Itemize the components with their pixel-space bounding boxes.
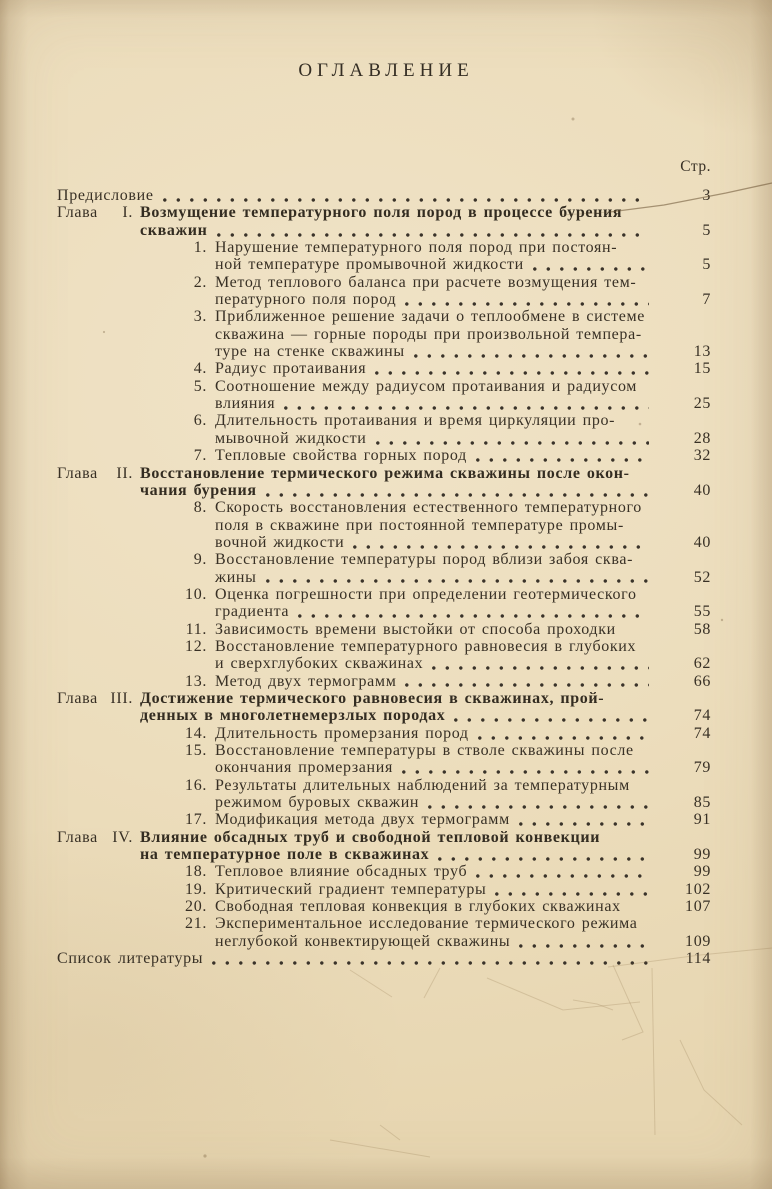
dot-leader [454, 707, 649, 724]
toc-line [57, 360, 711, 377]
toc-line [57, 291, 711, 308]
chapter-title-text: Возмущение температурного поля пород в процессе бурения [140, 204, 623, 222]
page-number: 13 [693, 343, 711, 361]
leader-space [615, 412, 711, 429]
page-number: 74 [693, 707, 711, 725]
item-number: 9. [193, 551, 207, 569]
dot-leader [495, 881, 649, 898]
entry-text: режимом буровых скважин [215, 794, 420, 812]
toc-line [57, 621, 711, 638]
item-text: Метод теплового баланса при расчете возмущения тем- [215, 273, 637, 291]
toc-line [57, 777, 711, 794]
chapter-title-continuation: чания бурения [140, 481, 257, 499]
toc-line [57, 482, 711, 499]
page-number: 85 [693, 794, 711, 812]
item-number: 7. [193, 447, 207, 465]
leader-space [630, 465, 711, 482]
toc-line [57, 673, 711, 690]
toc-line [57, 256, 711, 273]
dot-leader [476, 447, 649, 464]
page-number: 66 [693, 672, 711, 690]
chapter-title-continuation: скважин [140, 221, 208, 239]
item-number: 20. [185, 898, 207, 916]
dot-leader [266, 482, 649, 499]
item-text: Восстановление температуры в стволе скважины после [215, 742, 634, 759]
toc-line [57, 204, 711, 221]
item-number: 3. [193, 308, 207, 326]
leader-space [617, 239, 711, 256]
dot-leader [284, 395, 649, 412]
toc-line [57, 638, 711, 655]
toc-line [57, 534, 711, 551]
page-number: 52 [693, 568, 711, 586]
leader-space [604, 690, 711, 707]
item-number: 5. [193, 377, 207, 395]
toc-line [57, 829, 711, 846]
chapter-numeral: II. [116, 464, 133, 482]
entry-text: ной температуре промывочной жидкости [215, 256, 524, 274]
toc-line [57, 725, 711, 742]
leader-space [600, 829, 711, 846]
dot-leader [212, 950, 649, 967]
item-text: Модификация метода двух термограмм [215, 811, 510, 829]
entry-text: и сверхглубоких скважинах [215, 655, 424, 673]
leader-space [637, 378, 711, 395]
chapter-word: Глава [57, 689, 98, 707]
leader-space [622, 204, 711, 221]
item-number: 12. [185, 637, 207, 655]
entry-text: неглубокой конвектирующей скважины [215, 932, 511, 950]
leader-space [630, 777, 711, 794]
page-number: 99 [693, 863, 711, 881]
toc-line [57, 569, 711, 586]
chapter-numeral: I. [122, 204, 133, 222]
toc-line [57, 430, 711, 447]
leader-space [642, 326, 711, 343]
dot-leader [414, 343, 649, 360]
page-number: 107 [685, 898, 711, 916]
page-number: 40 [693, 533, 711, 551]
dot-leader [376, 430, 649, 447]
dot-leader [533, 256, 649, 273]
dot-leader [298, 603, 649, 620]
page-number: 109 [685, 932, 711, 950]
item-text: Метод двух термограмм [215, 672, 397, 690]
entry-text: Список литературы [57, 950, 204, 968]
chapter-title-text: Достижение термического равновесия в скважинах, прой- [140, 689, 605, 707]
page-number: 62 [693, 655, 711, 673]
page-number: 114 [685, 950, 711, 968]
entry-text: туре на стенке скважины [215, 343, 405, 361]
toc-line [57, 933, 711, 950]
leader-space [624, 517, 711, 534]
toc-line [57, 308, 711, 325]
page-number: 74 [693, 724, 711, 742]
item-number: 11. [185, 620, 207, 638]
page-number: 91 [693, 811, 711, 829]
item-text: Зависимость времени выстойки от способа проходки [215, 620, 616, 638]
toc-line [57, 759, 711, 776]
page-number: 3 [702, 187, 711, 204]
item-text: Нарушение температурного поля пород при постоян- [215, 239, 618, 257]
entry-text: жины [215, 568, 257, 586]
dot-leader [428, 794, 649, 811]
dot-leader [402, 759, 649, 776]
item-text: Свободная тепловая конвекция в глубоких скважинах [215, 898, 621, 916]
toc-line [57, 326, 711, 343]
chapter-word: Глава [57, 204, 98, 222]
entry-text: Предисловие [57, 187, 154, 204]
page-number: 28 [693, 429, 711, 447]
page-number: 79 [693, 759, 711, 777]
chapter-title-text: Восстановление термического режима скважины после окон- [140, 464, 630, 482]
page-number: 32 [693, 447, 711, 465]
page-number: 5 [702, 221, 711, 239]
toc-line [57, 707, 711, 724]
item-text: Тепловые свойства горных пород [215, 447, 467, 465]
chapter-title-continuation: денных в многолетнемерзлых породах [140, 707, 446, 725]
leader-space [616, 621, 659, 638]
entry-text: градиента [215, 603, 290, 621]
item-text: Соотношение между радиусом протаивания и радиусом [215, 377, 638, 395]
item-number: 19. [185, 880, 207, 898]
toc-line [57, 881, 711, 898]
chapter-word: Глава [57, 464, 98, 482]
item-number: 17. [185, 811, 207, 829]
toc-line [57, 690, 711, 707]
leader-space [637, 586, 711, 603]
toc-line [57, 655, 711, 672]
item-text: Тепловое влияние обсадных труб [215, 863, 468, 881]
page-number: 102 [685, 880, 711, 898]
leader-space [645, 308, 711, 325]
item-text: Критический градиент температуры [215, 880, 487, 898]
item-number: 8. [193, 499, 207, 517]
item-number: 1. [193, 239, 207, 257]
page-column-header: Стр. [680, 158, 711, 175]
dot-leader [163, 187, 649, 204]
dot-leader [519, 933, 649, 950]
dot-leader [438, 846, 649, 863]
item-text: Восстановление температуры пород вблизи забоя сква- [215, 551, 634, 569]
dot-leader [519, 811, 649, 828]
entry-text: поля в скважине при постоянной температуре промы- [215, 516, 624, 534]
item-number: 6. [193, 412, 207, 430]
toc-line [57, 274, 711, 291]
toc-line [57, 412, 711, 429]
entry-text: вочной жидкости [215, 533, 345, 551]
item-text: Длительность промерзания пород [215, 724, 469, 742]
leader-space [636, 638, 711, 655]
toc-line [57, 603, 711, 620]
toc-line [57, 447, 711, 464]
toc-line [57, 846, 711, 863]
toc-line [57, 517, 711, 534]
toc-line [57, 586, 711, 603]
toc-line [57, 551, 711, 568]
toc-line [57, 811, 711, 828]
dot-leader [217, 222, 649, 239]
toc-line [57, 187, 711, 204]
item-number: 4. [193, 360, 207, 378]
leader-space [633, 551, 711, 568]
entry-text: мывочной жидкости [215, 429, 367, 447]
item-text: Радиус протаивания [215, 360, 367, 378]
toc-line [57, 915, 711, 932]
dot-leader [353, 534, 649, 551]
page-number: 5 [702, 256, 711, 274]
toc-line [57, 499, 711, 516]
dot-leader [375, 360, 649, 377]
chapter-numeral: IV. [112, 828, 133, 846]
page-number: 58 [693, 620, 711, 638]
dot-leader [478, 725, 649, 742]
toc-line [57, 239, 711, 256]
item-number: 14. [185, 724, 207, 742]
item-text: Восстановление температурного равновесия в глубоких [215, 637, 637, 655]
leader-space [634, 742, 711, 759]
chapter-word: Глава [57, 828, 98, 846]
item-number: 2. [193, 273, 207, 291]
toc-line [57, 794, 711, 811]
dot-leader [476, 863, 649, 880]
page-number: 40 [693, 481, 711, 499]
page-title: ОГЛАВЛЕНИЕ [298, 60, 474, 81]
dot-leader [405, 673, 649, 690]
table-of-contents [57, 187, 711, 967]
item-text: Оценка погрешности при определении геотермического [215, 585, 637, 603]
item-number: 21. [185, 915, 207, 933]
item-text: Результаты длительных наблюдений за температурным [215, 776, 630, 794]
item-text: Экспериментальное исследование термического режима [215, 915, 638, 933]
toc-line [57, 395, 711, 412]
chapter-title-continuation: на температурное поле в скважинах [140, 846, 430, 864]
page-number: 25 [693, 395, 711, 413]
chapter-title-text: Влияние обсадных труб и свободной тепловой конвекции [140, 828, 601, 846]
page-number: 55 [693, 603, 711, 621]
toc-line [57, 898, 711, 915]
leader-space [638, 915, 711, 932]
item-text: Приближенное решение задачи о теплообмене в системе [215, 308, 646, 326]
leader-space [642, 499, 711, 516]
item-number: 18. [185, 863, 207, 881]
toc-line [57, 950, 711, 967]
leader-space [636, 274, 711, 291]
toc-line [57, 378, 711, 395]
page-number: 15 [693, 360, 711, 378]
item-number: 15. [185, 742, 207, 759]
chapter-numeral: III. [110, 689, 133, 707]
item-number: 16. [185, 776, 207, 794]
page-number: 99 [693, 846, 711, 864]
item-number: 10. [185, 585, 207, 603]
toc-line [57, 742, 711, 759]
dot-leader [432, 655, 649, 672]
toc-line [57, 863, 711, 880]
toc-line [57, 465, 711, 482]
item-text: Длительность протаивания и время циркуляции про- [215, 412, 616, 430]
toc-line [57, 343, 711, 360]
entry-text: влияния [215, 395, 276, 413]
entry-text: пературного поля пород [215, 291, 397, 309]
item-number: 13. [185, 672, 207, 690]
toc-line [57, 222, 711, 239]
dot-leader [405, 291, 649, 308]
dot-leader [266, 569, 649, 586]
item-text: Скорость восстановления естественного температурного [215, 499, 642, 517]
page-number: 7 [702, 291, 711, 309]
entry-text: окончания промерзания [215, 759, 393, 777]
leader-space [621, 898, 659, 915]
entry-text: скважина — горные породы при произвольной темпера- [215, 325, 642, 343]
